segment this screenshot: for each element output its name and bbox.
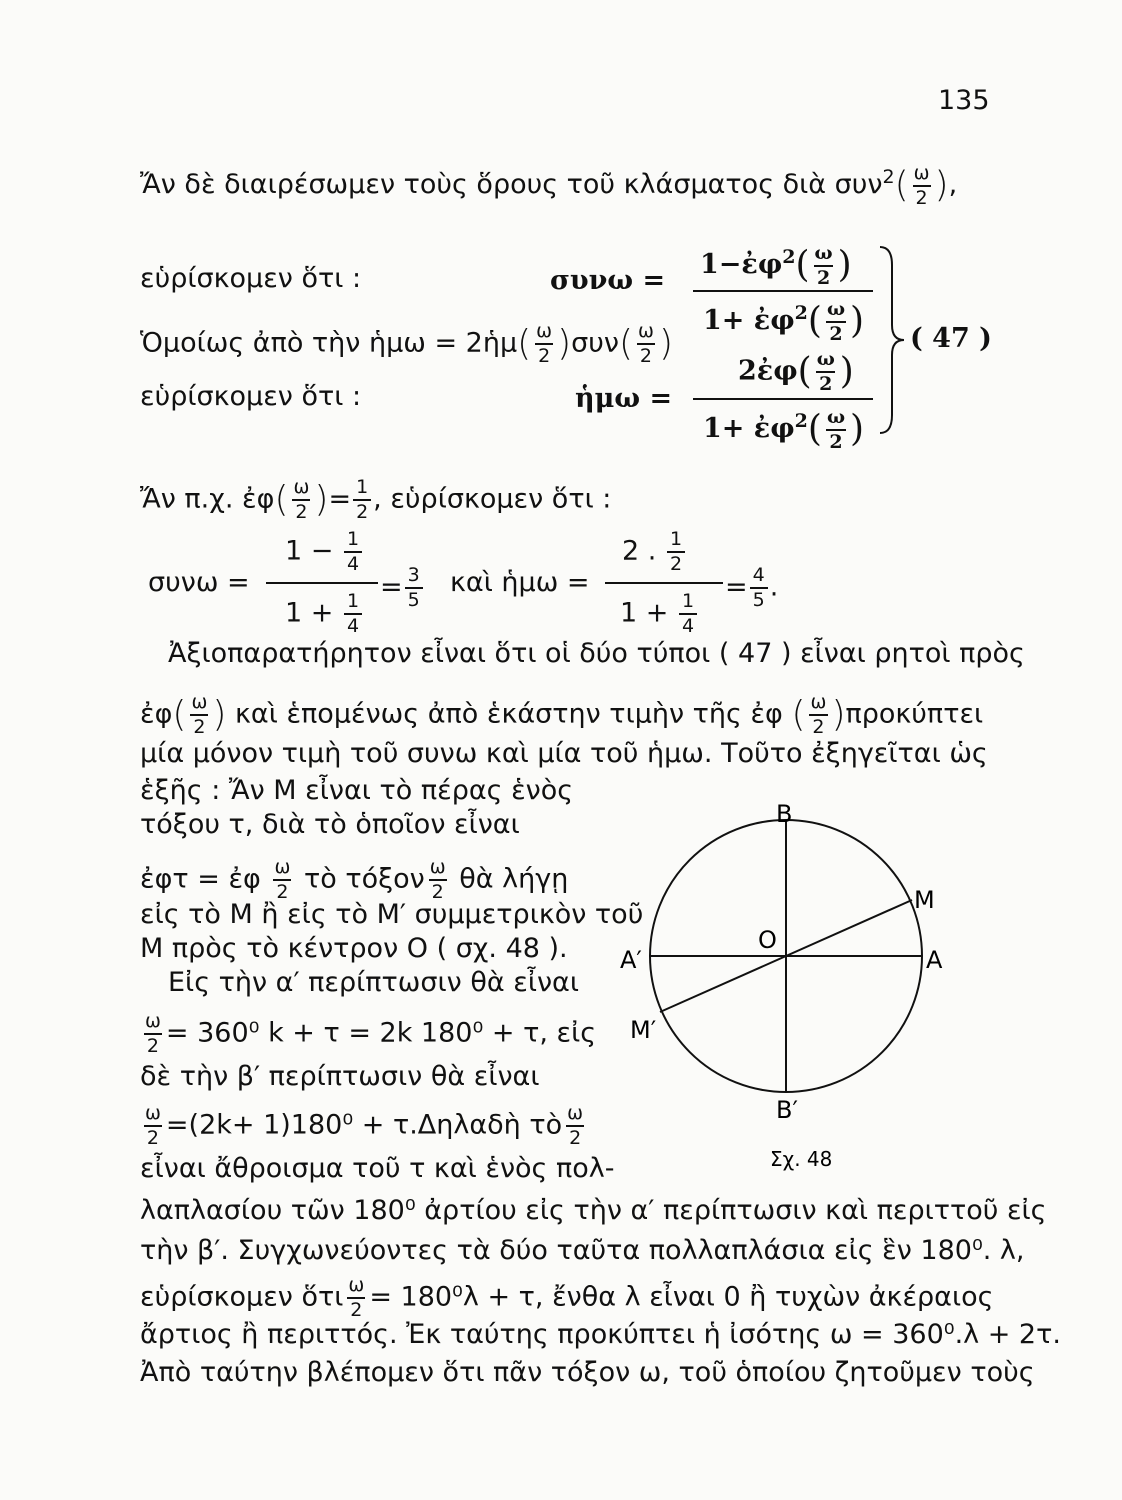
sin-fraction-bar bbox=[693, 398, 873, 400]
label-B-prime: B′ bbox=[776, 1096, 798, 1124]
example-cos-den: 1 + $\frac{1}{4}$ bbox=[285, 592, 364, 636]
para-line-11: δὲ τὴν β′ περίπτωσιν θὰ εἶναι bbox=[140, 1061, 540, 1092]
para-line-8: Μ πρὸς τὸ κέντρον Ο ( σχ. 48 ). bbox=[140, 933, 568, 964]
example-sin-lhs: καὶ ἡμω = bbox=[450, 567, 590, 598]
label-M-prime: M′ bbox=[630, 1016, 657, 1044]
label-A-prime: A′ bbox=[620, 946, 642, 974]
para-line-7: εἰς τὸ Μ ἢ εἰς τὸ Μ′ συμμετρικὸν τοῦ bbox=[140, 899, 644, 930]
sin-numerator: 2ἐφ( $\frac{\omega}{2}$ ) bbox=[738, 348, 854, 395]
eurisk-label-1: εὑρίσκομεν ὅτι : bbox=[140, 263, 362, 294]
sin-lhs: ἡμω = bbox=[575, 383, 673, 414]
label-O: O bbox=[758, 926, 777, 954]
para-line-3: μία μόνον τιμὴ τοῦ συνω καὶ μία τοῦ ἡμω. Τοῦτο ἐξηγεῖται ὡς bbox=[140, 738, 988, 769]
sin-denominator: 1+ ἐφ$^2$( $\frac{\omega}{2}$ ) bbox=[703, 405, 865, 453]
label-A: A bbox=[926, 946, 943, 974]
page-number: 135 bbox=[938, 85, 990, 116]
para-line-16: εὑρίσκομεν ὅτι $\frac{\omega}{2}$ = 180⁰λ + τ, ἔνθα λ εἶναι 0 ἢ τυχὼν ἀκέραιος bbox=[140, 1274, 994, 1321]
intro-line: Ἄν δὲ διαιρέσωμεν τοὺς ὅρους τοῦ κλάσματος διὰ συν$^2$( $\frac{\omega}{2}$ ), bbox=[140, 161, 958, 209]
example-line: Ἄν π.χ. ἐφ( $\frac{\omega}{2}$ )= $\frac{1}{2}$ , εὑρίσκομεν ὅτι : bbox=[140, 476, 612, 523]
para-line-9: Εἰς τὴν α′ περίπτωσιν θὰ εἶναι bbox=[168, 967, 579, 998]
eurisk-label-2: εὑρίσκομεν ὅτι : bbox=[140, 381, 362, 412]
para-line-5: τόξου τ, διὰ τὸ ὁποῖον εἶναι bbox=[140, 809, 520, 840]
para-line-18: Ἀπὸ ταύτην βλέπομεν ὅτι πᾶν τόξον ω, τοῦ ὁποίου ζητοῦμεν τοὺς bbox=[140, 1357, 1035, 1388]
example-cos-bar bbox=[266, 582, 378, 584]
cos-lhs: συνω = bbox=[550, 265, 666, 296]
para-line-12: $\frac{\omega}{2}$ =(2k+ 1)180⁰ + τ.Δηλαδὴ τὸ $\frac{\omega}{2}$ bbox=[145, 1102, 584, 1149]
label-M: M bbox=[914, 886, 935, 914]
intro-text: Ἄν δὲ διαιρέσωμεν τοὺς ὅρους τοῦ κλάσματος διὰ συν bbox=[140, 169, 883, 200]
equation-number: ( 47 ) bbox=[910, 323, 992, 354]
example-cos-num: 1 − $\frac{1}{4}$ bbox=[285, 530, 364, 574]
example-sin-bar bbox=[605, 582, 723, 584]
example-sin-den: 1 + $\frac{1}{4}$ bbox=[620, 592, 699, 636]
para-line-14: λαπλασίου τῶν 180⁰ ἀρτίου εἰς τὴν α′ περίπτωσιν καὶ περιττοῦ εἰς bbox=[140, 1195, 1047, 1226]
example-cos-result: = $\frac{3}{5}$ bbox=[380, 566, 425, 610]
example-cos-lhs: συνω = bbox=[148, 567, 250, 598]
para-line-17: ἄρτιος ἢ περιττός. Ἐκ ταύτης προκύπτει ἡ ἰσότης ω = 360⁰.λ + 2τ. bbox=[140, 1319, 1061, 1350]
cos-fraction-bar bbox=[693, 290, 873, 292]
figure-caption: Σχ. 48 bbox=[770, 1147, 833, 1171]
para-line-10: $\frac{\omega}{2}$ = 360⁰ k + τ = 2k 180⁰ + τ, εἰς bbox=[145, 1010, 597, 1057]
example-sin-num: 2 . $\frac{1}{2}$ bbox=[622, 530, 687, 574]
para-line-1: Ἀξιοπαρατήρητον εἶναι ὅτι οἱ δύο τύποι ( 47 ) εἶναι ρητοὶ πρὸς bbox=[168, 638, 1025, 669]
cos-numerator: 1−ἐφ$^2$( $\frac{\omega}{2}$ ) bbox=[700, 241, 852, 289]
para-line-15: τὴν β′. Συγχωνεύοντες τὰ δύο ταῦτα πολλαπλάσια εἰς ἓν 180⁰. λ, bbox=[140, 1235, 1025, 1266]
label-B: B bbox=[776, 800, 793, 828]
example-sin-result: = $\frac{4}{5}$ . bbox=[725, 564, 779, 611]
figure-48 bbox=[610, 800, 970, 1200]
intro-sup: 2 bbox=[882, 166, 895, 188]
omoios-line: Ὁμοίως ἀπὸ τὴν ἡμω = 2ἡμ( $\frac{\omega}{2}$ )συν( $\frac{\omega}{2}$ ) bbox=[140, 320, 673, 367]
para-line-6: ἐφτ = ἐφ $\frac{\omega}{2}$ τὸ τόξον $\frac{\omega}{2}$ θὰ λήγῃ bbox=[140, 856, 569, 903]
cos-denominator: 1+ ἐφ$^2$( $\frac{\omega}{2}$ ) bbox=[703, 297, 865, 345]
equation-brace bbox=[878, 245, 908, 435]
para-line-2: ἐφ( $\frac{\omega}{2}$ ) καὶ ἑπομένως ἀπὸ ἑκάστην τιμὴν τῆς ἐφ ( $\frac{\omega}{2}$ )προκύπτει bbox=[140, 691, 984, 738]
para-line-13: εἶναι ἄθροισμα τοῦ τ καὶ ἑνὸς πολ- bbox=[140, 1153, 615, 1184]
para-line-4: ἑξῆς : Ἄν Μ εἶναι τὸ πέρας ἑνὸς bbox=[140, 775, 574, 806]
omega-half-frac: $\frac{\omega}{2}$ bbox=[913, 161, 930, 209]
